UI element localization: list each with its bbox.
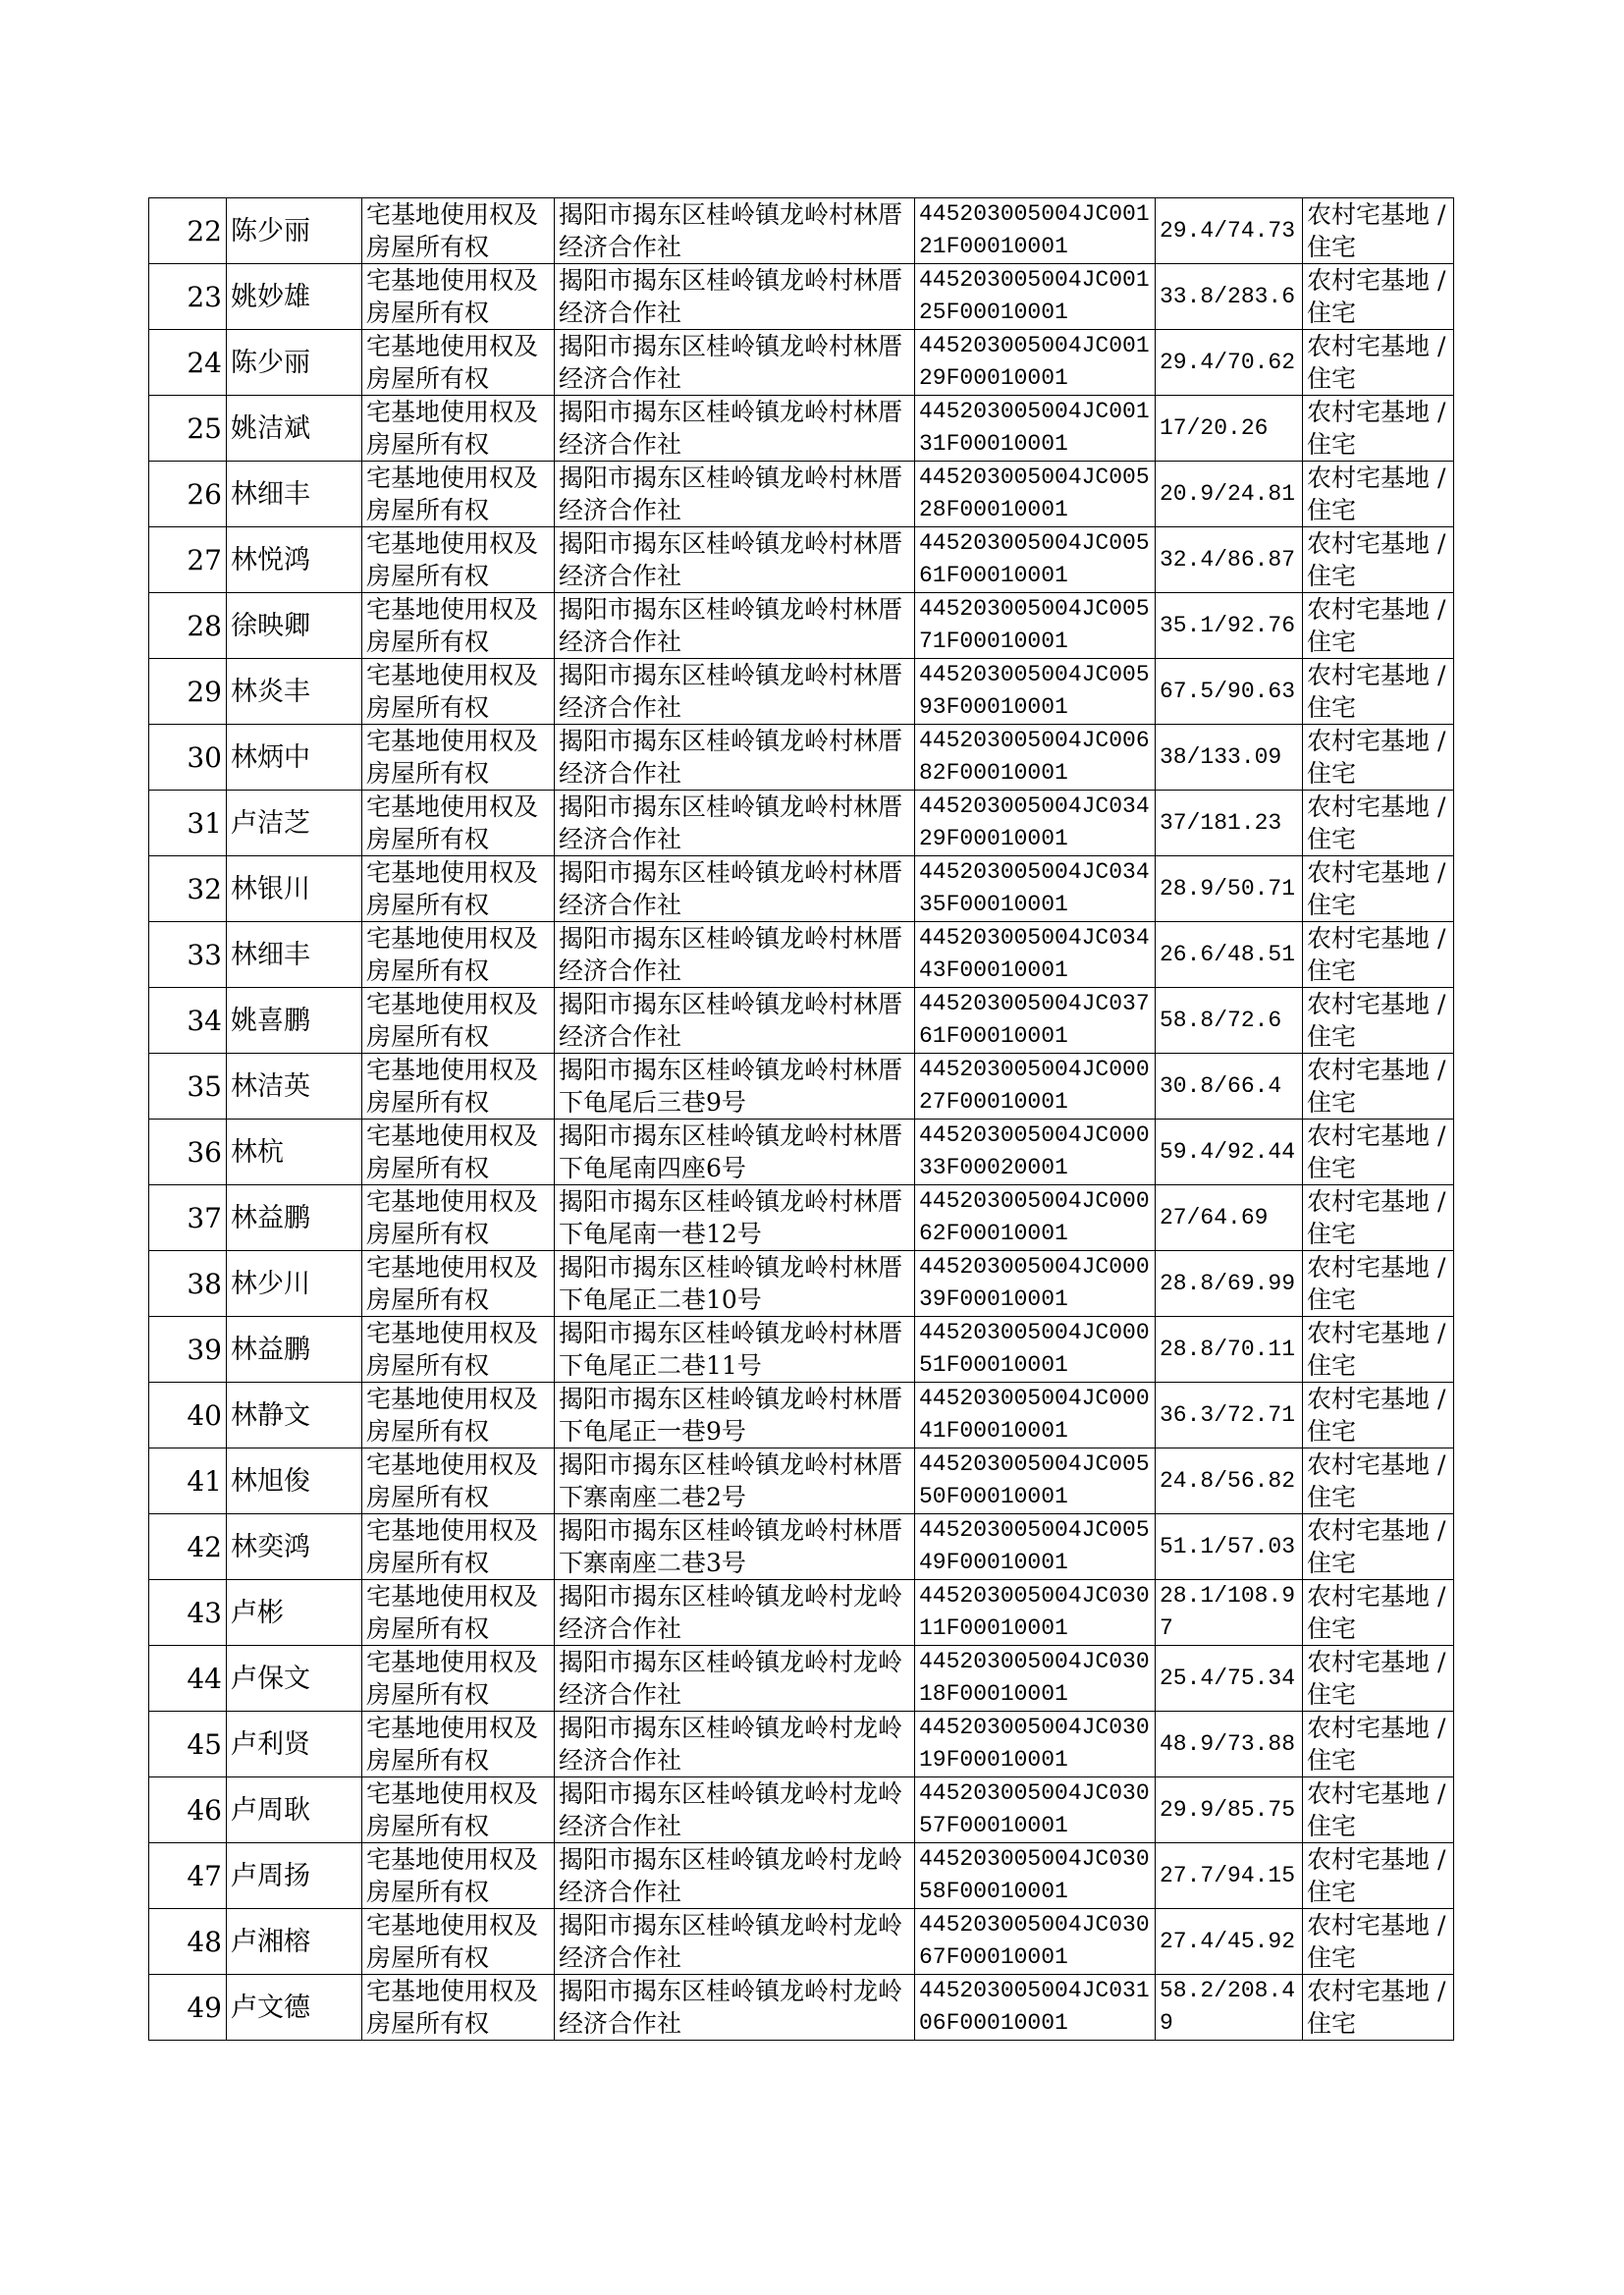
row-number-cell: 44: [149, 1646, 227, 1712]
usage-cell: 农村宅基地 / 住宅: [1303, 1777, 1454, 1843]
owner-name-cell: 卢洁芝: [227, 791, 362, 856]
usage-cell: 农村宅基地 / 住宅: [1303, 527, 1454, 593]
table-row: [149, 1251, 1454, 1317]
owner-name-cell: 林益鹏: [227, 1317, 362, 1383]
owner-name-cell: 林旭俊: [227, 1448, 362, 1514]
usage-cell: 农村宅基地 / 住宅: [1303, 1185, 1454, 1251]
usage-cell: 农村宅基地 / 住宅: [1303, 396, 1454, 462]
table-row: [149, 1054, 1454, 1120]
location-cell: 揭阳市揭东区桂岭镇龙岭村林厝经济合作社: [555, 198, 915, 264]
location-cell: 揭阳市揭东区桂岭镇龙岭村林厝经济合作社: [555, 462, 915, 527]
unit-code-cell: 445203005004JC00550F00010001: [915, 1448, 1156, 1514]
owner-name-cell: 林细丰: [227, 462, 362, 527]
owner-name-cell: 陈少丽: [227, 330, 362, 396]
area-cell: 30.8/66.4: [1156, 1054, 1303, 1120]
location-cell: 揭阳市揭东区桂岭镇龙岭村林厝经济合作社: [555, 659, 915, 725]
unit-code-cell: 445203005004JC03057F00010001: [915, 1777, 1156, 1843]
usage-cell: 农村宅基地 / 住宅: [1303, 1317, 1454, 1383]
right-type-cell: 宅基地使用权及房屋所有权: [362, 396, 555, 462]
owner-name-cell: 林悦鸿: [227, 527, 362, 593]
usage-cell: 农村宅基地 / 住宅: [1303, 1251, 1454, 1317]
right-type-cell: 宅基地使用权及房屋所有权: [362, 1120, 555, 1185]
location-cell: 揭阳市揭东区桂岭镇龙岭村龙岭经济合作社: [555, 1712, 915, 1777]
area-cell: 58.2/208.49: [1156, 1975, 1303, 2041]
unit-code-cell: 445203005004JC00125F00010001: [915, 264, 1156, 330]
table-row: [149, 1975, 1454, 2041]
location-cell: 揭阳市揭东区桂岭镇龙岭村林厝经济合作社: [555, 922, 915, 988]
area-cell: 28.8/69.99: [1156, 1251, 1303, 1317]
table-row: [149, 1777, 1454, 1843]
row-number-cell: 27: [149, 527, 227, 593]
location-cell: 揭阳市揭东区桂岭镇龙岭村龙岭经济合作社: [555, 1580, 915, 1646]
unit-code-cell: 445203005004JC03761F00010001: [915, 988, 1156, 1054]
row-number-cell: 42: [149, 1514, 227, 1580]
row-number-cell: 25: [149, 396, 227, 462]
location-cell: 揭阳市揭东区桂岭镇龙岭村龙岭经济合作社: [555, 1777, 915, 1843]
unit-code-cell: 445203005004JC03067F00010001: [915, 1909, 1156, 1975]
right-type-cell: 宅基地使用权及房屋所有权: [362, 462, 555, 527]
table-row: [149, 462, 1454, 527]
usage-cell: 农村宅基地 / 住宅: [1303, 1909, 1454, 1975]
location-cell: 揭阳市揭东区桂岭镇龙岭村林厝经济合作社: [555, 856, 915, 922]
area-cell: 27/64.69: [1156, 1185, 1303, 1251]
area-cell: 38/133.09: [1156, 725, 1303, 791]
row-number-cell: 43: [149, 1580, 227, 1646]
unit-code-cell: 445203005004JC00027F00010001: [915, 1054, 1156, 1120]
owner-name-cell: 林杭: [227, 1120, 362, 1185]
owner-name-cell: 林洁英: [227, 1054, 362, 1120]
row-number-cell: 26: [149, 462, 227, 527]
usage-cell: 农村宅基地 / 住宅: [1303, 1514, 1454, 1580]
area-cell: 20.9/24.81: [1156, 462, 1303, 527]
location-cell: 揭阳市揭东区桂岭镇龙岭村林厝经济合作社: [555, 791, 915, 856]
unit-code-cell: 445203005004JC00129F00010001: [915, 330, 1156, 396]
owner-name-cell: 林炳中: [227, 725, 362, 791]
row-number-cell: 22: [149, 198, 227, 264]
unit-code-cell: 445203005004JC03435F00010001: [915, 856, 1156, 922]
owner-name-cell: 卢保文: [227, 1646, 362, 1712]
row-number-cell: 40: [149, 1383, 227, 1448]
location-cell: 揭阳市揭东区桂岭镇龙岭村林厝下龟尾正一巷9号: [555, 1383, 915, 1448]
row-number-cell: 47: [149, 1843, 227, 1909]
right-type-cell: 宅基地使用权及房屋所有权: [362, 198, 555, 264]
right-type-cell: 宅基地使用权及房屋所有权: [362, 1514, 555, 1580]
unit-code-cell: 445203005004JC00682F00010001: [915, 725, 1156, 791]
owner-name-cell: 卢文德: [227, 1975, 362, 2041]
area-cell: 51.1/57.03: [1156, 1514, 1303, 1580]
unit-code-cell: 445203005004JC00528F00010001: [915, 462, 1156, 527]
area-cell: 28.1/108.97: [1156, 1580, 1303, 1646]
owner-name-cell: 林炎丰: [227, 659, 362, 725]
location-cell: 揭阳市揭东区桂岭镇龙岭村林厝下龟尾正二巷10号: [555, 1251, 915, 1317]
row-number-cell: 35: [149, 1054, 227, 1120]
right-type-cell: 宅基地使用权及房屋所有权: [362, 1185, 555, 1251]
right-type-cell: 宅基地使用权及房屋所有权: [362, 725, 555, 791]
usage-cell: 农村宅基地 / 住宅: [1303, 725, 1454, 791]
unit-code-cell: 445203005004JC03443F00010001: [915, 922, 1156, 988]
row-number-cell: 48: [149, 1909, 227, 1975]
unit-code-cell: 445203005004JC00131F00010001: [915, 396, 1156, 462]
usage-cell: 农村宅基地 / 住宅: [1303, 330, 1454, 396]
table-row: [149, 791, 1454, 856]
table-row: [149, 330, 1454, 396]
right-type-cell: 宅基地使用权及房屋所有权: [362, 593, 555, 659]
right-type-cell: 宅基地使用权及房屋所有权: [362, 1383, 555, 1448]
area-cell: 28.9/50.71: [1156, 856, 1303, 922]
row-number-cell: 29: [149, 659, 227, 725]
unit-code-cell: 445203005004JC00549F00010001: [915, 1514, 1156, 1580]
row-number-cell: 36: [149, 1120, 227, 1185]
location-cell: 揭阳市揭东区桂岭镇龙岭村龙岭经济合作社: [555, 1843, 915, 1909]
location-cell: 揭阳市揭东区桂岭镇龙岭村林厝经济合作社: [555, 396, 915, 462]
location-cell: 揭阳市揭东区桂岭镇龙岭村龙岭经济合作社: [555, 1975, 915, 2041]
area-cell: 67.5/90.63: [1156, 659, 1303, 725]
table-row: [149, 856, 1454, 922]
right-type-cell: 宅基地使用权及房屋所有权: [362, 791, 555, 856]
unit-code-cell: 445203005004JC03106F00010001: [915, 1975, 1156, 2041]
row-number-cell: 46: [149, 1777, 227, 1843]
unit-code-cell: 445203005004JC00593F00010001: [915, 659, 1156, 725]
table-row: [149, 1448, 1454, 1514]
row-number-cell: 37: [149, 1185, 227, 1251]
unit-code-cell: 445203005004JC00041F00010001: [915, 1383, 1156, 1448]
row-number-cell: 23: [149, 264, 227, 330]
owner-name-cell: 陈少丽: [227, 198, 362, 264]
right-type-cell: 宅基地使用权及房屋所有权: [362, 1251, 555, 1317]
usage-cell: 农村宅基地 / 住宅: [1303, 1712, 1454, 1777]
area-cell: 58.8/72.6: [1156, 988, 1303, 1054]
owner-name-cell: 卢利贤: [227, 1712, 362, 1777]
owner-name-cell: 姚喜鹏: [227, 988, 362, 1054]
usage-cell: 农村宅基地 / 住宅: [1303, 922, 1454, 988]
unit-code-cell: 445203005004JC00561F00010001: [915, 527, 1156, 593]
table-row: [149, 1185, 1454, 1251]
area-cell: 26.6/48.51: [1156, 922, 1303, 988]
area-cell: 29.9/85.75: [1156, 1777, 1303, 1843]
area-cell: 35.1/92.76: [1156, 593, 1303, 659]
unit-code-cell: 445203005004JC00121F00010001: [915, 198, 1156, 264]
row-number-cell: 31: [149, 791, 227, 856]
location-cell: 揭阳市揭东区桂岭镇龙岭村林厝下龟尾后三巷9号: [555, 1054, 915, 1120]
area-cell: 36.3/72.71: [1156, 1383, 1303, 1448]
right-type-cell: 宅基地使用权及房屋所有权: [362, 922, 555, 988]
table-row: [149, 1909, 1454, 1975]
unit-code-cell: 445203005004JC03018F00010001: [915, 1646, 1156, 1712]
usage-cell: 农村宅基地 / 住宅: [1303, 462, 1454, 527]
table-row: [149, 1646, 1454, 1712]
area-cell: 37/181.23: [1156, 791, 1303, 856]
location-cell: 揭阳市揭东区桂岭镇龙岭村林厝下龟尾南四座6号: [555, 1120, 915, 1185]
unit-code-cell: 445203005004JC00571F00010001: [915, 593, 1156, 659]
area-cell: 27.7/94.15: [1156, 1843, 1303, 1909]
owner-name-cell: 林奕鸿: [227, 1514, 362, 1580]
table-row: [149, 527, 1454, 593]
table-row: [149, 659, 1454, 725]
usage-cell: 农村宅基地 / 住宅: [1303, 264, 1454, 330]
location-cell: 揭阳市揭东区桂岭镇龙岭村林厝下寨南座二巷2号: [555, 1448, 915, 1514]
unit-code-cell: 445203005004JC00051F00010001: [915, 1317, 1156, 1383]
table-row: [149, 725, 1454, 791]
row-number-cell: 41: [149, 1448, 227, 1514]
usage-cell: 农村宅基地 / 住宅: [1303, 1580, 1454, 1646]
location-cell: 揭阳市揭东区桂岭镇龙岭村林厝下龟尾南一巷12号: [555, 1185, 915, 1251]
right-type-cell: 宅基地使用权及房屋所有权: [362, 659, 555, 725]
usage-cell: 农村宅基地 / 住宅: [1303, 198, 1454, 264]
table-row: [149, 1383, 1454, 1448]
right-type-cell: 宅基地使用权及房屋所有权: [362, 1712, 555, 1777]
usage-cell: 农村宅基地 / 住宅: [1303, 1646, 1454, 1712]
location-cell: 揭阳市揭东区桂岭镇龙岭村龙岭经济合作社: [555, 1909, 915, 1975]
property-registry-table: [148, 197, 1454, 2041]
table-row: [149, 1843, 1454, 1909]
owner-name-cell: 林益鹏: [227, 1185, 362, 1251]
right-type-cell: 宅基地使用权及房屋所有权: [362, 330, 555, 396]
unit-code-cell: 445203005004JC00039F00010001: [915, 1251, 1156, 1317]
usage-cell: 农村宅基地 / 住宅: [1303, 1383, 1454, 1448]
owner-name-cell: 卢周耿: [227, 1777, 362, 1843]
owner-name-cell: 林少川: [227, 1251, 362, 1317]
table-row: [149, 1514, 1454, 1580]
right-type-cell: 宅基地使用权及房屋所有权: [362, 1777, 555, 1843]
location-cell: 揭阳市揭东区桂岭镇龙岭村林厝经济合作社: [555, 725, 915, 791]
right-type-cell: 宅基地使用权及房屋所有权: [362, 856, 555, 922]
owner-name-cell: 林银川: [227, 856, 362, 922]
row-number-cell: 33: [149, 922, 227, 988]
right-type-cell: 宅基地使用权及房屋所有权: [362, 527, 555, 593]
right-type-cell: 宅基地使用权及房屋所有权: [362, 1317, 555, 1383]
table-row: [149, 593, 1454, 659]
usage-cell: 农村宅基地 / 住宅: [1303, 659, 1454, 725]
usage-cell: 农村宅基地 / 住宅: [1303, 593, 1454, 659]
location-cell: 揭阳市揭东区桂岭镇龙岭村林厝下寨南座二巷3号: [555, 1514, 915, 1580]
unit-code-cell: 445203005004JC00062F00010001: [915, 1185, 1156, 1251]
area-cell: 59.4/92.44: [1156, 1120, 1303, 1185]
area-cell: 29.4/70.62: [1156, 330, 1303, 396]
owner-name-cell: 卢彬: [227, 1580, 362, 1646]
area-cell: 25.4/75.34: [1156, 1646, 1303, 1712]
table-row: [149, 1712, 1454, 1777]
owner-name-cell: 徐映卿: [227, 593, 362, 659]
unit-code-cell: 445203005004JC00033F00020001: [915, 1120, 1156, 1185]
row-number-cell: 49: [149, 1975, 227, 2041]
usage-cell: 农村宅基地 / 住宅: [1303, 1120, 1454, 1185]
usage-cell: 农村宅基地 / 住宅: [1303, 1448, 1454, 1514]
area-cell: 24.8/56.82: [1156, 1448, 1303, 1514]
usage-cell: 农村宅基地 / 住宅: [1303, 856, 1454, 922]
location-cell: 揭阳市揭东区桂岭镇龙岭村林厝经济合作社: [555, 264, 915, 330]
table-row: [149, 922, 1454, 988]
location-cell: 揭阳市揭东区桂岭镇龙岭村林厝经济合作社: [555, 593, 915, 659]
usage-cell: 农村宅基地 / 住宅: [1303, 988, 1454, 1054]
usage-cell: 农村宅基地 / 住宅: [1303, 1054, 1454, 1120]
area-cell: 33.8/283.6: [1156, 264, 1303, 330]
location-cell: 揭阳市揭东区桂岭镇龙岭村林厝经济合作社: [555, 330, 915, 396]
right-type-cell: 宅基地使用权及房屋所有权: [362, 1975, 555, 2041]
right-type-cell: 宅基地使用权及房屋所有权: [362, 264, 555, 330]
location-cell: 揭阳市揭东区桂岭镇龙岭村龙岭经济合作社: [555, 1646, 915, 1712]
row-number-cell: 45: [149, 1712, 227, 1777]
table-row: [149, 264, 1454, 330]
row-number-cell: 39: [149, 1317, 227, 1383]
right-type-cell: 宅基地使用权及房屋所有权: [362, 988, 555, 1054]
owner-name-cell: 林细丰: [227, 922, 362, 988]
unit-code-cell: 445203005004JC03011F00010001: [915, 1580, 1156, 1646]
owner-name-cell: 林静文: [227, 1383, 362, 1448]
area-cell: 48.9/73.88: [1156, 1712, 1303, 1777]
location-cell: 揭阳市揭东区桂岭镇龙岭村林厝经济合作社: [555, 527, 915, 593]
right-type-cell: 宅基地使用权及房屋所有权: [362, 1448, 555, 1514]
row-number-cell: 32: [149, 856, 227, 922]
usage-cell: 农村宅基地 / 住宅: [1303, 1975, 1454, 2041]
table-row: [149, 1580, 1454, 1646]
unit-code-cell: 445203005004JC03429F00010001: [915, 791, 1156, 856]
table-row: [149, 198, 1454, 264]
area-cell: 27.4/45.92: [1156, 1909, 1303, 1975]
right-type-cell: 宅基地使用权及房屋所有权: [362, 1843, 555, 1909]
area-cell: 29.4/74.73: [1156, 198, 1303, 264]
right-type-cell: 宅基地使用权及房屋所有权: [362, 1054, 555, 1120]
area-cell: 28.8/70.11: [1156, 1317, 1303, 1383]
row-number-cell: 30: [149, 725, 227, 791]
table-body: [149, 198, 1454, 2041]
unit-code-cell: 445203005004JC03058F00010001: [915, 1843, 1156, 1909]
area-cell: 17/20.26: [1156, 396, 1303, 462]
owner-name-cell: 姚妙雄: [227, 264, 362, 330]
row-number-cell: 38: [149, 1251, 227, 1317]
row-number-cell: 34: [149, 988, 227, 1054]
owner-name-cell: 姚洁斌: [227, 396, 362, 462]
location-cell: 揭阳市揭东区桂岭镇龙岭村林厝经济合作社: [555, 988, 915, 1054]
right-type-cell: 宅基地使用权及房屋所有权: [362, 1909, 555, 1975]
right-type-cell: 宅基地使用权及房屋所有权: [362, 1580, 555, 1646]
row-number-cell: 24: [149, 330, 227, 396]
table-row: [149, 988, 1454, 1054]
table-row: [149, 1120, 1454, 1185]
table-row: [149, 1317, 1454, 1383]
owner-name-cell: 卢周扬: [227, 1843, 362, 1909]
area-cell: 32.4/86.87: [1156, 527, 1303, 593]
usage-cell: 农村宅基地 / 住宅: [1303, 1843, 1454, 1909]
owner-name-cell: 卢湘榕: [227, 1909, 362, 1975]
right-type-cell: 宅基地使用权及房屋所有权: [362, 1646, 555, 1712]
table-row: [149, 396, 1454, 462]
location-cell: 揭阳市揭东区桂岭镇龙岭村林厝下龟尾正二巷11号: [555, 1317, 915, 1383]
unit-code-cell: 445203005004JC03019F00010001: [915, 1712, 1156, 1777]
usage-cell: 农村宅基地 / 住宅: [1303, 791, 1454, 856]
row-number-cell: 28: [149, 593, 227, 659]
